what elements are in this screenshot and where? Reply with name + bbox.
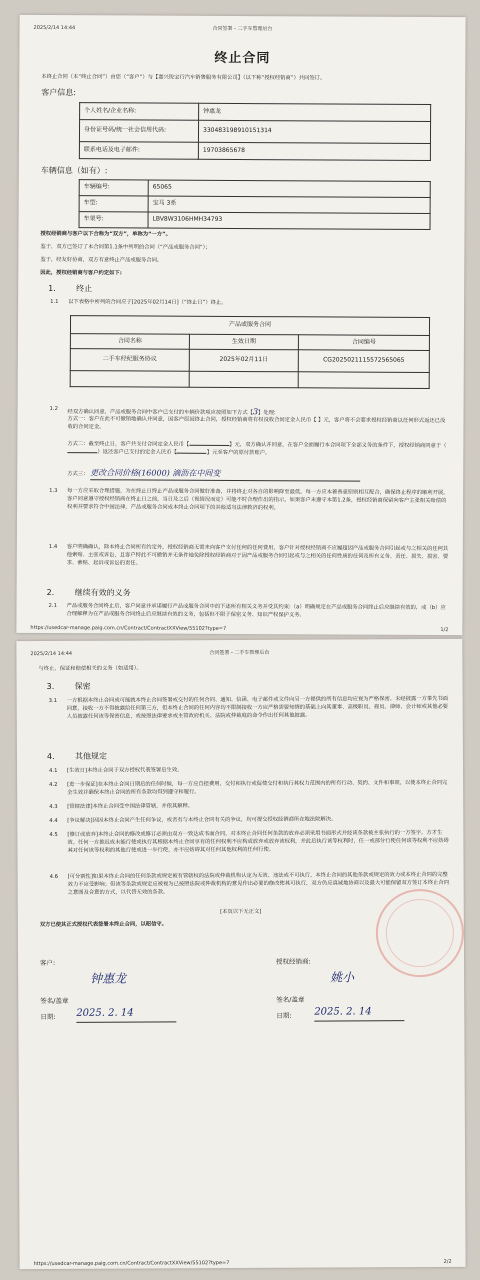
- handwritten-option-3: 更改合同价格(16000) 滴沥在中间变: [90, 467, 360, 482]
- witness-clause: 双方已使其正式授权代表签署本终止合同，以昭信守。: [39, 921, 168, 929]
- clause-1-2-number: 1.2: [49, 405, 59, 413]
- contracts-table-title: 产品或服务合同: [70, 316, 429, 336]
- section-4-title: 其他规定: [74, 751, 107, 761]
- whereas-clause-1: 鉴于，双方已签订了本合同第1.1条中列明的合同（“产品或服务合同”）；: [40, 243, 211, 251]
- header-datetime: 2025/2/14 14:44: [33, 24, 76, 32]
- clause-4-2-number: 4.2: [49, 781, 58, 789]
- vehicle-info-table: [79, 179, 431, 230]
- vehicle-model-label: 车型:: [79, 196, 148, 212]
- column-header-number: 合同编号: [298, 335, 429, 351]
- clause-4-4-number: 4.4: [49, 817, 58, 825]
- end-of-text-note: [本页以下无正文]: [220, 908, 262, 916]
- header-title: 合同签署 - 二手车管理后台: [212, 25, 273, 33]
- terminated-contracts-table: [70, 315, 430, 389]
- section-2-number: 2.: [46, 587, 55, 598]
- blank-line: [177, 453, 207, 454]
- header-title: 合同签署 - 二手车管理后台: [209, 649, 270, 657]
- blank-line: [189, 445, 229, 446]
- footer-page-number: 2/2: [443, 1258, 452, 1265]
- vin-value: LBV8W3106HMH34793: [148, 212, 430, 229]
- customer-sign-label: 签名/盖章: [40, 996, 69, 1006]
- continued-text: 与终止、保证和赔偿相关的义务（如适用）。: [38, 665, 142, 673]
- vehicle-number-value: 65065: [148, 180, 430, 197]
- column-header-date: 生效日期: [189, 334, 298, 350]
- contract-number-cell: CG2025021115572565065: [298, 350, 429, 373]
- table-row: [80, 103, 431, 122]
- customer-date-label: 日期:: [40, 1012, 56, 1022]
- section-3-title: 保密: [74, 681, 91, 691]
- clause-1-2-lead: 经双方确认同意，产品或服务合同中客户已支付的车辆价款项应按照如下方式【: [67, 409, 253, 417]
- customer-id-value: 330483198910151314: [198, 120, 430, 143]
- customer-name-label: 个人姓名/企业名称:: [80, 103, 199, 121]
- customer-contact-label: 联系电话及电子邮件:: [79, 142, 198, 160]
- section-2-title: 继续有效的义务: [74, 588, 131, 598]
- option-1-text: 方式一：客户在此不可撤销地确认并同意，因客户原因终止合同，授权经销商将有权没收合同定金人民币【 】元，客户将不会要求授权经销商以任何形式返还已没收的合同定金。: [67, 416, 446, 431]
- clause-4-6-number: 4.6: [49, 873, 59, 881]
- footer-url: https://usedcar-manage.paig.com.cn/Contract/ContractXXView/55102?type=7: [30, 624, 227, 632]
- section-3-number: 3.: [46, 681, 55, 692]
- option-2-part-b: 】元，双方确认并同意，在客户全面履行本合同项下全部义务的条件下，授权经销商同意于（: [229, 441, 447, 450]
- clause-4-5-number: 4.5: [49, 831, 58, 839]
- column-header-name: 合同名称: [70, 334, 189, 350]
- option-2-part-c: ）返还客户已支付的定金人民币【: [97, 449, 177, 456]
- customer-name-value: 钟惠龙: [199, 103, 431, 121]
- dealer-label: 授权经销商:: [276, 957, 311, 966]
- customer-id-label: 身份证号码/统一社会信用代码:: [79, 120, 198, 143]
- clause-4-6-text: [可分割性]如果本终止合同的任何条款或规定被有管辖权的法院或仲裁机构认定为无效、违法或不可执行，本终止合同的其他条款或规定的效力或本终止合同的完整效力不应受影响；但该等条款或规定应被视为已按照法院或仲裁机构的意见作出必要的修改使其可执行，双方仍应真诚地协商以及最大可能保留双方签订本终止合同之意图及合意的方式，以代替无效的条款。: [67, 871, 450, 897]
- clause-1-1-number: 1.1: [50, 299, 59, 306]
- table-row: [70, 316, 429, 336]
- print-footer: [33, 1258, 452, 1268]
- option-3-label: 方式三：: [67, 471, 89, 478]
- company-seal-stamp: [376, 889, 464, 977]
- clause-4-3-text: [管辖法律]本终止合同受中国法律管辖，并依其解释。: [67, 803, 194, 810]
- option-2-part-d: 】元至客户的原付款账户。: [206, 450, 271, 457]
- blank-line: [67, 452, 97, 453]
- clause-2-1-number: 2.1: [48, 602, 57, 610]
- whereas-clause-2: 鉴于，经友好协商，双方有意终止产品或服务合同。: [40, 256, 163, 264]
- table-row: [70, 371, 429, 389]
- contract-page-2: [16, 639, 465, 1269]
- print-header: [30, 649, 448, 658]
- table-row: [79, 120, 430, 144]
- clause-3-1-text: 一方根据本终止合同或可能就本终止合同签署或交付的任何合同、通知、信函、电子邮件或文件向另一方提供的所有信息均应视为严格保密。未经披露一方事先书面同意，接收一方不得披露给任何第三方，但本终止合同的任何内容均不限制接收一方应严格需要知情的基础上向其董事、高级职员、雇员、律师、会计师或其他必要人员披露任何该等保密信息，或按照法律要求或主管政府机关、法院或仲裁庭的命令作出任何其他披露。: [66, 695, 449, 721]
- contract-name-cell: 二手车经纪服务协议: [70, 349, 189, 372]
- clause-3-1-number: 3.1: [48, 697, 58, 705]
- contract-date-cell: 2025年02月11日: [189, 349, 298, 372]
- customer-info-table: [79, 102, 431, 161]
- customer-info-heading: 客户信息:: [41, 87, 76, 98]
- empty-cell: [70, 371, 189, 388]
- footer-page-number: 1/2: [440, 627, 449, 634]
- customer-contact-value: 19703865678: [198, 142, 430, 160]
- vehicle-info-heading: 车辆信息（如有）:: [40, 165, 108, 176]
- parties-definition: 授权经销商与客户以下合称为“双方”，单称为“一方”。: [40, 230, 171, 238]
- clause-4-1-text: [生效日]本终止合同于双方授权代表签署后生效。: [67, 767, 183, 774]
- footer-url: https://usedcar-manage.paig.com.cn/Contract/ContractXXView/55102?type=7: [33, 1260, 230, 1268]
- table-row: [79, 142, 430, 161]
- section-1-title: 终止: [76, 284, 93, 294]
- clause-1-4-number: 1.4: [48, 543, 58, 551]
- clause-4-3-number: 4.3: [49, 803, 58, 811]
- clause-4-2-text: [进一步保证]在本终止合同日期后的任何时候，每一方应自担费用，交付和执行或促使交付和执行其权力范围内的所有行动、契约、文件和事项，以使本终止合同完全生效并确保本终止合同的所有条款均得到遵守和履行。: [67, 779, 448, 797]
- section-4-number: 4.: [46, 751, 55, 762]
- option-2-text: [67, 440, 449, 458]
- vin-label: 车架号:: [79, 212, 148, 228]
- header-datetime: 2025/2/14 14:44: [30, 650, 73, 658]
- vehicle-number-label: 车辆编号:: [79, 180, 148, 196]
- clause-1-4-text: 客户明确确认，除本终止合同所有约定外，授权经销商无需未向客户支付任何的任何费用，客户针对授权经销商不应履超因产品或服务合同引起或与之相关的任何其他索赔、主张或诉讼，且客户特此不可撤销并无条件地免除授权经销商对于因产品或服务合同引起或与之相关的任何性质的任何及所有义务、责任、损失、损害、要求、索赔、起诉或诉讼的责任。: [66, 544, 449, 567]
- handwritten-choice: 3: [252, 407, 259, 417]
- table-row: [79, 212, 430, 230]
- therefore-clause: 因此，授权经销商与客户约定如下:: [40, 269, 122, 277]
- clause-4-4-text: [争议解决]因因本终止合同产生任何争议，或者有与本终止合同有关的争议，均可提交授权经销商所在地法院解决。: [67, 816, 337, 824]
- clause-4-1-number: 4.1: [49, 767, 58, 775]
- clause-2-1-text: 产品或服务合同终止后，客户同意并承诺履行产品或服务合同中的下述所有相关义务并受其约束:（a）明确规定在产品或服务合同终止后应继续有效的，或（b）应合理解释为在产品或服务合同终止后应继续有效的义务，包括但不限于保密义务、知识产权保护义务、: [66, 603, 446, 619]
- dealer-signature: 姚小: [330, 970, 355, 985]
- clause-1-3-text: 每一方应采取合理措施，为在终止日终止产品或服务合同做好准备，并将终止对各自的影响降至最低。每一方应本着善意原则相互配合，确保终止程序的顺利开展。客户同意遵守授权经销商在终止日之前，当日及之后（视情况而定）可能不时合理作出的指示。如果客户未遵守本第1.2条，授权经销商保留向客户主张相关赔偿的权利并要求符合中国法律，产品或服务合同或本终止合同项下的其他适当法律救济的权利。: [67, 488, 449, 512]
- print-footer: [30, 624, 449, 634]
- table-row: [79, 180, 430, 198]
- dealer-date: 2025. 2. 14: [314, 1005, 404, 1021]
- clause-4-5-text: [修订或放弃]本终止合同的修改或修订必须由双方一致达成书面合同。对本终止合同任何条款的放弃必须采用书面形式并经该条款被主张执行的一方签字，方才生效。任何一方推迟或未能行使或执行其根据本终止合同享有的任何权利不应构成放弃或放弃该权利，并此后执行该等权利时，任一或部分行使任何该等权利不应妨碍其对任何该等权利的其他行使或进一步行使，亦不应妨碍其对任何其他权利的任何行使。: [67, 829, 449, 855]
- print-header: [33, 24, 452, 33]
- section-1-number: 1.: [48, 283, 56, 294]
- clause-1-2-tail: 】处理:: [258, 410, 276, 417]
- document-title: 终止合同: [214, 50, 271, 67]
- table-row: [79, 196, 430, 214]
- option-2-part-a: 方式二：截至终止日，客户共支付合同定金人民币【: [67, 441, 190, 448]
- contract-page-1: [16, 15, 465, 635]
- clause-1-1-text: 以下表格中所列的合同应于[2025年02月14日]（“终止日”）终止。: [68, 299, 227, 306]
- dealer-sign-label: 签名/盖章: [276, 995, 305, 1004]
- vehicle-model-value: 宝马 3系: [148, 196, 430, 213]
- option-3-text: [67, 467, 449, 482]
- empty-cell: [189, 371, 298, 388]
- table-row: [70, 349, 429, 373]
- customer-signature: 钟惠龙: [90, 971, 127, 986]
- customer-date: 2025. 2. 14: [76, 1006, 176, 1022]
- customer-label: 客户:: [40, 958, 56, 968]
- dealer-date-label: 日期:: [276, 1011, 292, 1020]
- empty-cell: [298, 372, 429, 389]
- clause-1-3-number: 1.3: [49, 487, 58, 495]
- intro-paragraph: 本终止合同（本“终止合同”）由您（“客户”）与【嘉兴锐宝行汽车销售服务有限公司】（以下称“授权经销商”）共同签订。: [41, 73, 326, 82]
